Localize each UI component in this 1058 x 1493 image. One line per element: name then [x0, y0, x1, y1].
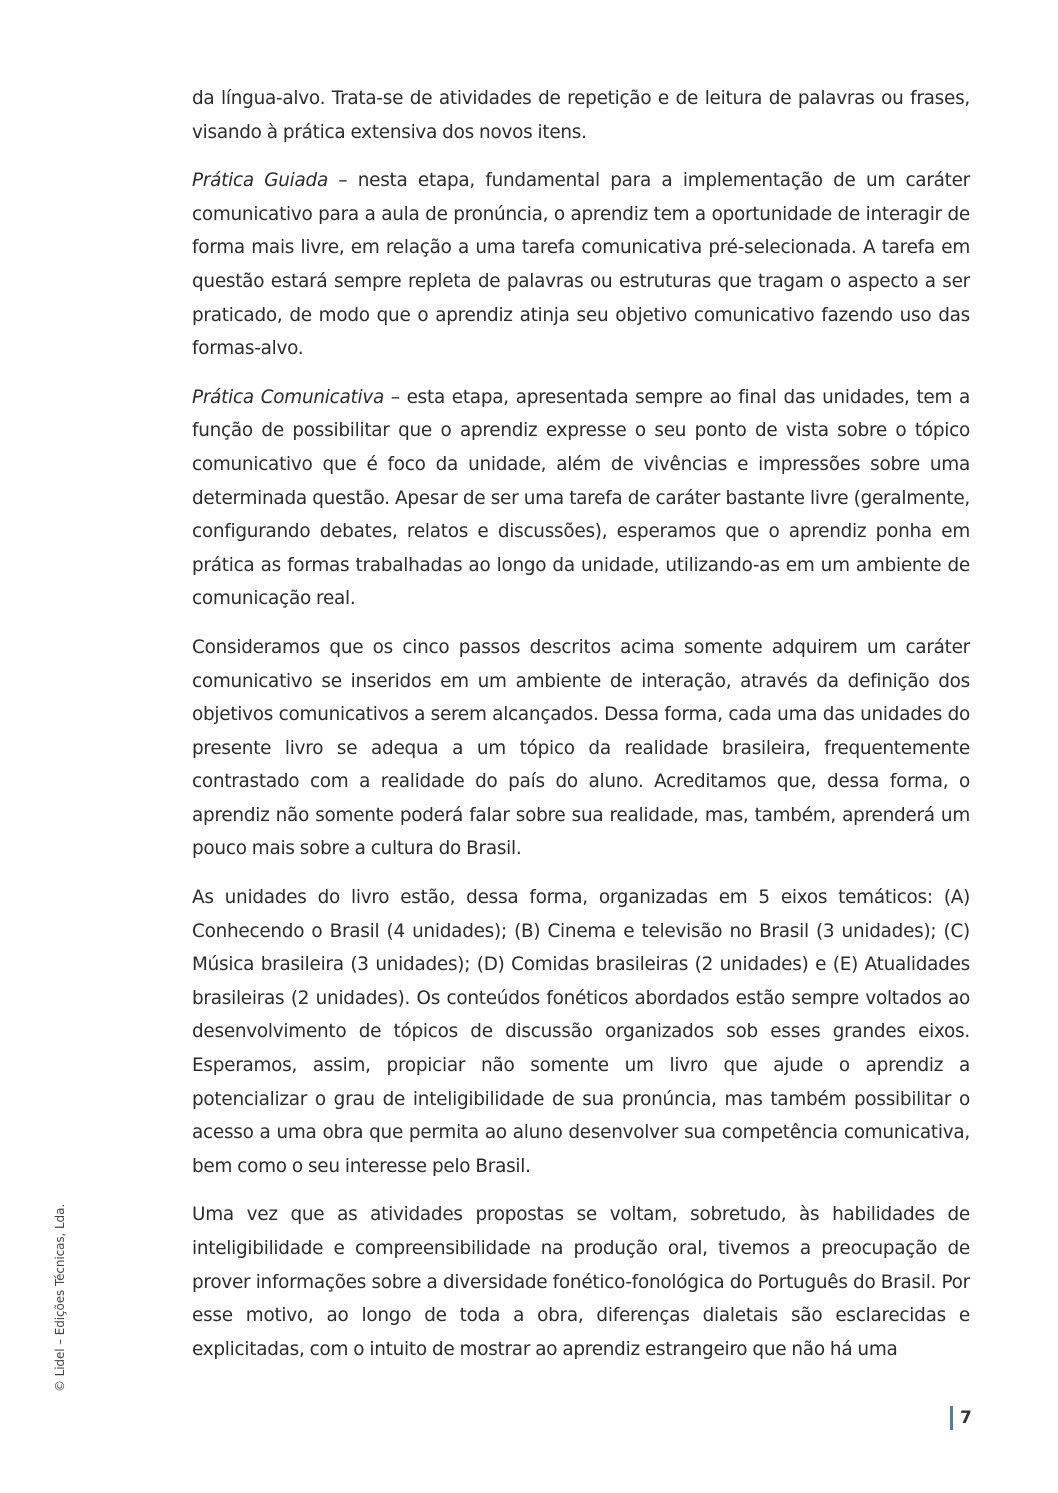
paragraph-5-text: As unidades do livro estão, dessa forma, organizadas em 5 eixos temáticos: (A) Conhecendo o Brasil (4 unidades); (B) Cinema e televisão no Brasil (3 unidades); (C) Música brasileira (3 unidades); (D) Comidas brasileiras (2 unidades) e (E) Atualidades brasileiras (2 unidades). Os conteúdos fonéticos abordados estão sempre voltados ao desenvolvimento de tópicos de discussão organizados sob esses grandes eixos. Esperamos, assim, propiciar não somente um livro que ajude o aprendiz a potencializar o grau de inteligibilidade de sua pronúncia, mas também possibilitar o acesso a uma obra que permita ao aluno desenvolver sua competência comunicativa, bem como o seu interesse pelo Brasil.	[192, 887, 970, 1177]
page-number-accent-bar	[950, 1406, 953, 1430]
paragraph-2-text: – nesta etapa, fundamental para a implementação de um caráter comunicativo para a aula de pronúncia, o aprendiz tem a oportunidade de interagir de forma mais livre, em relação a uma tarefa comunicativa pré-selecionada. A tarefa em questão estará sempre repleta de palavras ou estruturas que tragam o aspecto a ser praticado, de modo que o aprendiz atinja seu objetivo comunicativo fazendo uso das formas-alvo.	[192, 170, 970, 360]
paragraph-3-text: – esta etapa, apresentada sempre ao final das unidades, tem a função de possibilitar que o aprendiz expresse o seu ponto de vista sobre o tópico comunicativo que é foco da unidade, além de vivências e impressões sobre uma determinada questão. Apesar de ser uma tarefa de caráter bastante livre (geralmente, configurando debates, relatos e discussões), esperamos que o aprendiz ponha em prática as formas trabalhadas ao longo da unidade, utilizando-as em um ambiente de comunicação real.	[192, 386, 970, 610]
paragraph-4	[192, 631, 970, 866]
paragraph-2-lead: Prática Guiada	[192, 170, 328, 192]
paragraph-1	[192, 82, 970, 149]
paragraph-1-text: da língua-alvo. Trata-se de atividades de repetição e de leitura de palavras ou frases, visando à prática extensiva dos novos itens.	[192, 88, 970, 143]
page-number: 7	[960, 1408, 972, 1428]
paragraph-pratica-guiada	[192, 164, 970, 366]
paragraph-5	[192, 881, 970, 1183]
body-text	[192, 82, 970, 1381]
paragraph-pratica-comunicativa	[192, 381, 970, 616]
paragraph-4-text: Consideramos que os cinco passos descritos acima somente adquirem um caráter comunicativo se inseridos em um ambiente de interação, através da definição dos objetivos comunicativos a serem alcançados. Dessa forma, cada uma das unidades do presente livro se adequa a um tópico da realidade brasileira, frequentemente contrastado com a realidade do país do aluno. Acreditamos que, dessa forma, o aprendiz não somente poderá falar sobre sua realidade, mas, também, aprenderá um pouco mais sobre a cultura do Brasil.	[192, 636, 970, 860]
page-footer	[950, 1405, 972, 1431]
paragraph-3-lead: Prática Comunicativa	[192, 386, 384, 408]
paragraph-6-text: Uma vez que as atividades propostas se voltam, sobretudo, às habilidades de inteligibilidade e compreensibilidade na produção oral, tivemos a preocupação de prover informações sobre a diversidade fonético-fonológica do Português do Brasil. Por esse motivo, ao longo de toda a obra, diferenças dialetais são esclarecidas e explicitadas, com o intuito de mostrar ao aprendiz estrangeiro que não há uma	[192, 1204, 970, 1360]
copyright-notice: © Lidel – Edições Técnicas, Lda.	[53, 1203, 67, 1392]
paragraph-6	[192, 1198, 970, 1366]
